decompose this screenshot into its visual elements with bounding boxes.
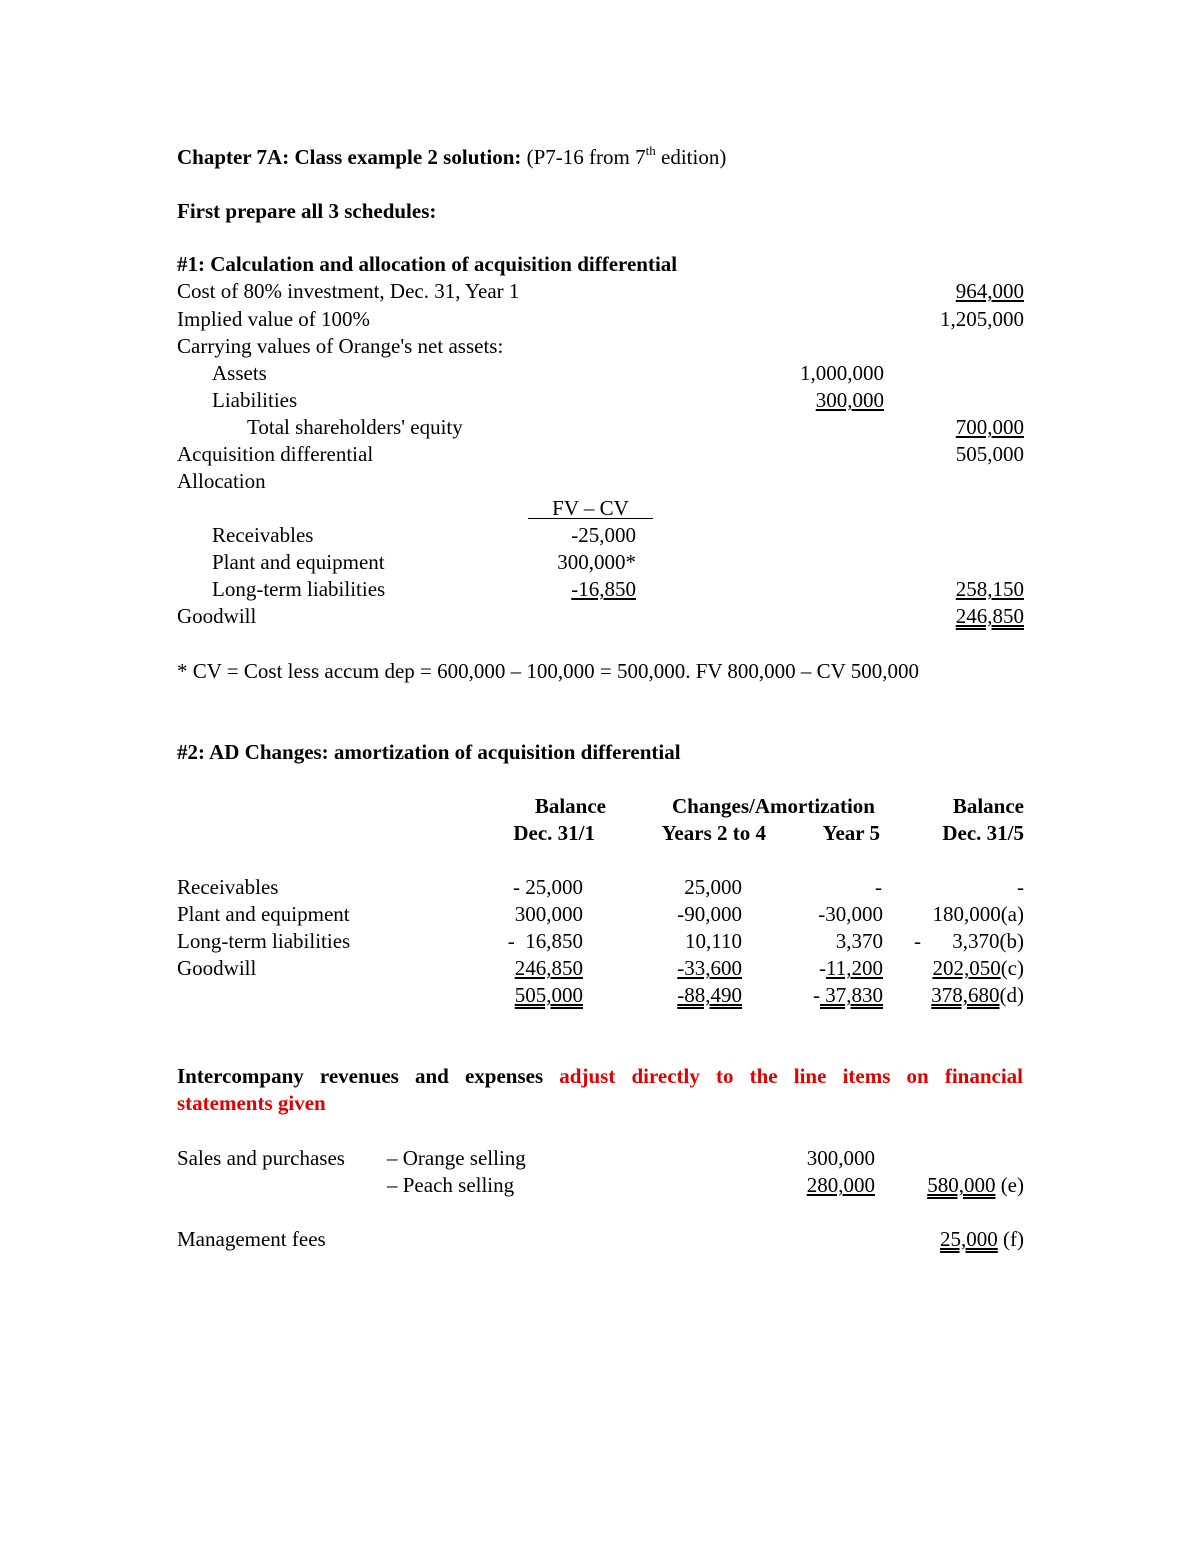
carrying-label: Carrying values of Orange's net assets: [177,334,504,358]
alloc-receivables-label: Receivables [212,523,314,547]
management-fees-label: Management fees [177,1227,326,1251]
table-cell-tag: (c) [1000,956,1024,980]
management-fees [940,1229,1024,1250]
equity-value: 700,000 [955,415,1024,439]
table-cell: -33,600 [677,956,742,980]
col-years-2-4-subheader: Years 2 to 4 [661,821,766,845]
implied-value: 1,205,000 [940,307,1024,331]
liabilities-label: Liabilities [212,388,298,412]
table-total-cell: -88,490 [677,983,742,1007]
ad-value: 505,000 [955,442,1024,466]
col-dec31-5-subheader: Dec. 31/5 [942,821,1024,845]
title-rest: (P7-16 from 7 [521,145,646,169]
table-cell-prefix: - [819,956,827,980]
table-cell: 300,000 [514,902,583,926]
table-cell: 25,000 [684,875,742,899]
liabilities-value: 300,000 [815,388,884,412]
table-cell [932,958,1024,979]
table-cell: - 16,850 [507,929,583,953]
sales-total [927,1175,1024,1196]
alloc-plant-label: Plant and equipment [212,550,385,574]
equity-label: Total shareholders' equity [247,415,463,439]
col-year-5-subheader: Year 5 [822,821,880,845]
cv-footnote: * CV = Cost less accum dep = 600,000 – 100,000 = 500,000. FV 800,000 – CV 500,000 [177,659,919,683]
table-cell: -30,000 [818,902,883,926]
table-cell: 10,110 [685,929,742,953]
orange-selling-label: – Orange selling [387,1146,526,1170]
goodwill-label: Goodwill [177,604,257,628]
table-cell: 246,850 [514,956,583,980]
table-cell: 3,370 [835,929,883,953]
table-cell-value: 37,830 [820,983,883,1007]
table-total-cell [813,985,883,1006]
allocation-label: Allocation [177,469,266,493]
col-balance-dec31-1-header: Balance [534,794,606,818]
table-total-cell [931,985,1024,1006]
col-dec31-1-subheader: Dec. 31/1 [513,821,595,845]
alloc-ltl-label: Long-term liabilities [212,577,386,601]
management-fees-value: 25,000 [940,1227,998,1251]
table-total-cell: 505,000 [514,983,583,1007]
table-cell-tag: (d) [999,983,1024,1007]
table-cell-value: 202,050 [932,956,1001,980]
title-end: edition) [655,145,727,169]
table-row-label: Goodwill [177,956,257,980]
table-row-label: Plant and equipment [177,902,350,926]
intercompany-heading-line1 [177,1066,1023,1087]
intercompany-red-text: adjust directly to the line items on financial [559,1064,1024,1088]
orange-selling-value: 300,000 [806,1146,875,1170]
assets-value: 1,000,000 [800,361,884,385]
management-fees-tag: (f) [997,1227,1024,1251]
fvcv-underline [528,518,653,519]
table-row-label: Long-term liabilities [177,929,351,953]
alloc-total-value: 258,150 [955,577,1024,601]
sales-purchases-label: Sales and purchases [177,1146,345,1170]
page-title [177,143,727,169]
table-cell: - [875,875,882,899]
schedule1-heading: #1: Calculation and allocation of acquisition differential [177,252,678,276]
prepare-heading: First prepare all 3 schedules: [177,199,437,223]
cost-value: 964,000 [955,279,1024,303]
alloc-ltl-value: -16,850 [571,577,636,601]
table-cell: - [1017,875,1024,899]
table-cell-value: 378,680 [931,983,1000,1007]
table-cell-value: 180,000 [932,902,1001,926]
col-balance-dec31-5-header: Balance [952,794,1024,818]
intercompany-bold-text: Intercompany revenues and expenses [177,1064,544,1088]
schedule2-heading: #2: AD Changes: amortization of acquisition differential [177,740,681,764]
title-bold: Chapter 7A: Class example 2 solution: [177,145,522,169]
table-row-label: Receivables [177,875,279,899]
title-superscript: th [645,143,656,158]
table-cell: -90,000 [677,902,742,926]
sales-total-value: 580,000 [927,1173,996,1197]
table-cell-tag: (a) [1000,902,1024,926]
table-cell-prefix: - [914,929,921,953]
table-cell-prefix: - [813,983,820,1007]
table-cell: - 25,000 [513,875,583,899]
table-cell-tag: (b) [999,929,1024,953]
table-cell [952,931,1024,952]
changes-amortization-header: Changes/Amortization [672,794,875,818]
table-cell-value: 3,370 [952,929,1000,953]
goodwill-value: 246,850 [955,604,1024,628]
intercompany-heading-line2: statements given [177,1091,326,1115]
ad-label: Acquisition differential [177,442,374,466]
implied-label: Implied value of 100% [177,307,371,331]
cost-label: Cost of 80% investment, Dec. 31, Year 1 [177,279,520,303]
peach-selling-value: 280,000 [806,1173,875,1197]
table-cell-value: 11,200 [826,956,883,980]
assets-label: Assets [212,361,267,385]
fvcv-header: FV – CV [552,496,629,520]
table-cell [932,904,1024,925]
alloc-plant-value: 300,000* [557,550,636,574]
table-cell [819,958,883,979]
peach-selling-label: – Peach selling [387,1173,515,1197]
alloc-receivables-value: -25,000 [571,523,636,547]
sales-total-tag: (e) [995,1173,1024,1197]
